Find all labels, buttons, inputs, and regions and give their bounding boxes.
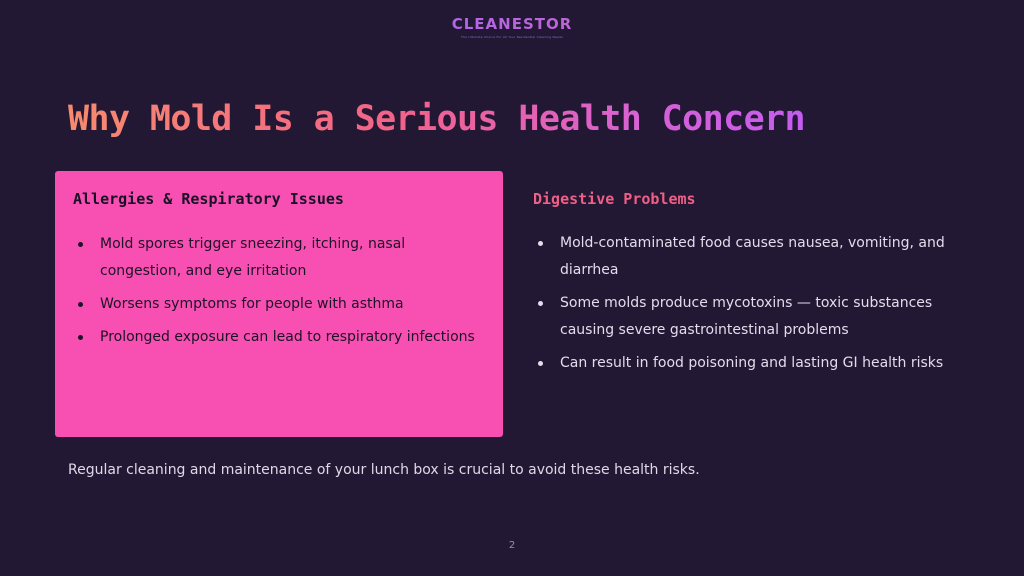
bullet-text: Prolonged exposure can lead to respiratory infections (100, 329, 475, 345)
bullet-text: Mold spores trigger sneezing, itching, nasal congestion, and eye irritation (100, 236, 406, 279)
bullet-dot-icon (78, 242, 83, 247)
bullet-dot-icon (538, 361, 543, 366)
bullet-text: Mold-contaminated food causes nausea, vomiting, and diarrhea (560, 235, 945, 278)
bullet-text: Some molds produce mycotoxins — toxic substances causing severe gastrointestinal problems (560, 295, 933, 338)
list-item (533, 350, 973, 377)
bullet-dot-icon (538, 301, 543, 306)
brand-logo (0, 15, 1024, 39)
bullet-dot-icon (538, 241, 543, 246)
brand-tagline: The Ultimate Choice For All Your Residential Cleaning Needs (461, 35, 563, 39)
bullet-text: Can result in food poisoning and lasting GI health risks (560, 355, 944, 371)
bullet-dot-icon (78, 302, 83, 307)
bullet-text: Worsens symptoms for people with asthma (100, 296, 404, 312)
list-item (533, 230, 973, 284)
list-item (73, 231, 485, 285)
list-item (73, 291, 485, 318)
digestive-heading: Digestive Problems (533, 190, 696, 208)
page-number: 2 (508, 540, 516, 551)
allergies-heading: Allergies & Respiratory Issues (73, 190, 344, 208)
digestive-bullet-list (533, 230, 973, 383)
list-item (73, 324, 485, 351)
allergies-card (55, 171, 503, 437)
list-item (533, 290, 973, 344)
bullet-dot-icon (78, 335, 83, 340)
footer-note: Regular cleaning and maintenance of your lunch box is crucial to avoid these health risks. (68, 462, 700, 478)
brand-logo-text: CLEANESTOR (0, 15, 1024, 33)
allergies-bullet-list (73, 231, 485, 357)
slide-title: Why Mold Is a Serious Health Concern (68, 96, 805, 142)
